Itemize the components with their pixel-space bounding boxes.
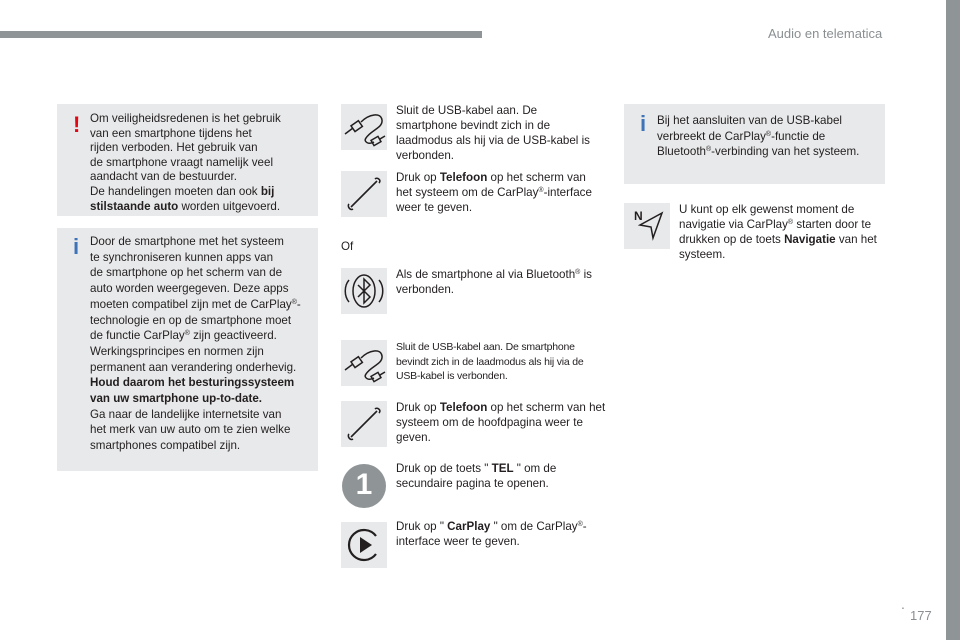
info-line: Door de smartphone met het systeem <box>90 235 284 248</box>
info-line: smartphones compatibel zijn. <box>90 439 241 453</box>
warning-icon: ! <box>73 112 81 137</box>
warning-box <box>57 104 318 216</box>
warning-line: de smartphone vraagt namelijk veel <box>90 155 274 169</box>
info-line: technologie en op de smartphone moet <box>90 313 292 327</box>
info-line: Houd daarom het besturingssysteem <box>90 376 295 390</box>
info-line: permanent aan verandering onderhevig. <box>90 360 297 374</box>
or-label: Of <box>341 240 354 253</box>
usb-cable-icon <box>341 340 387 386</box>
step-telefoon-home: Druk op Telefoon op het scherm van het systeem om de hoofdpagina weer te geven. <box>396 401 606 444</box>
phone-handset-icon <box>341 401 387 447</box>
step-telefoon-carplay: Druk op Telefoon op het scherm van het systeem om de CarPlay®-interface weer te geven. <box>396 171 592 214</box>
info-line: auto worden weergegeven. Deze apps <box>90 282 289 296</box>
info-line: moeten compatibel zijn met de CarPlay®- <box>90 297 301 311</box>
warning-line: Om veiligheidsredenen is het gebruik <box>90 112 281 125</box>
warning-line: De handelingen moeten dan ook bij <box>90 184 275 198</box>
info-line: te synchroniseren kunnen apps van <box>90 250 274 264</box>
warning-line: van een smartphone tijdens het <box>90 126 252 140</box>
info-line: van uw smartphone up-to-date. <box>90 392 262 406</box>
footer-dot: . <box>901 596 905 612</box>
step-carplay: Druk op " CarPlay " om de CarPlay®-interface weer te geven. <box>396 520 587 548</box>
info-line: Ga naar de landelijke internetsite van <box>90 407 282 421</box>
step-usb-connect-2: Sluit de USB-kabel aan. De smartphone bevindt zich in de laadmodus als hij via de USB-kabel is verbonden. <box>396 341 584 382</box>
navigation-n-label: N <box>634 209 643 223</box>
side-strip <box>946 0 960 640</box>
info-line: de functie CarPlay® zijn geactiveerd. <box>90 329 277 343</box>
info-icon: i <box>73 234 80 259</box>
tel-badge-icon <box>341 463 387 509</box>
info-line: de smartphone op het scherm van de <box>90 266 283 280</box>
warning-line: stilstaande auto worden uitgevoerd. <box>90 199 281 213</box>
header-bar <box>0 31 482 38</box>
info-line: het merk van uw auto om te zien welke <box>90 423 291 437</box>
info-right-text: Bij het aansluiten van de USB-kabel verbreekt de CarPlay®-functie de Bluetooth®-verbinding van het systeem. <box>657 114 860 158</box>
step-bluetooth: Als de smartphone al via Bluetooth® is verbonden. <box>396 268 592 296</box>
play-icon <box>341 522 387 568</box>
warning-line: aandacht van de bestuurder. <box>90 170 237 184</box>
warning-text <box>90 112 308 214</box>
phone-handset-icon <box>341 171 387 217</box>
step-usb-connect: Sluit de USB-kabel aan. De smartphone bevindt zich in de laadmodus als hij via de USB-kabel is verbonden. <box>396 104 590 162</box>
usb-cable-icon <box>341 104 387 150</box>
info-icon: i <box>640 111 647 136</box>
info-box-usb-bluetooth <box>624 104 885 184</box>
tel-badge-number: 1 <box>355 468 373 501</box>
warning-line: rijden verboden. Het gebruik van <box>90 141 258 155</box>
navigation-icon <box>624 203 670 249</box>
info-line: Werkingsprincipes en normen zijn <box>90 344 264 358</box>
page-number: 177 <box>910 608 932 623</box>
info-text <box>90 234 308 454</box>
step-navigatie: U kunt op elk gewenst moment de navigatie via CarPlay® starten door te drukken op de toets Navigatie van het systeem. <box>679 203 877 261</box>
info-box-compatibility <box>57 228 318 471</box>
step-tel: Druk op de toets " TEL " om de secundaire pagina te openen. <box>396 462 557 490</box>
header-title: Audio en telematica <box>768 26 883 41</box>
bluetooth-icon <box>341 268 387 314</box>
